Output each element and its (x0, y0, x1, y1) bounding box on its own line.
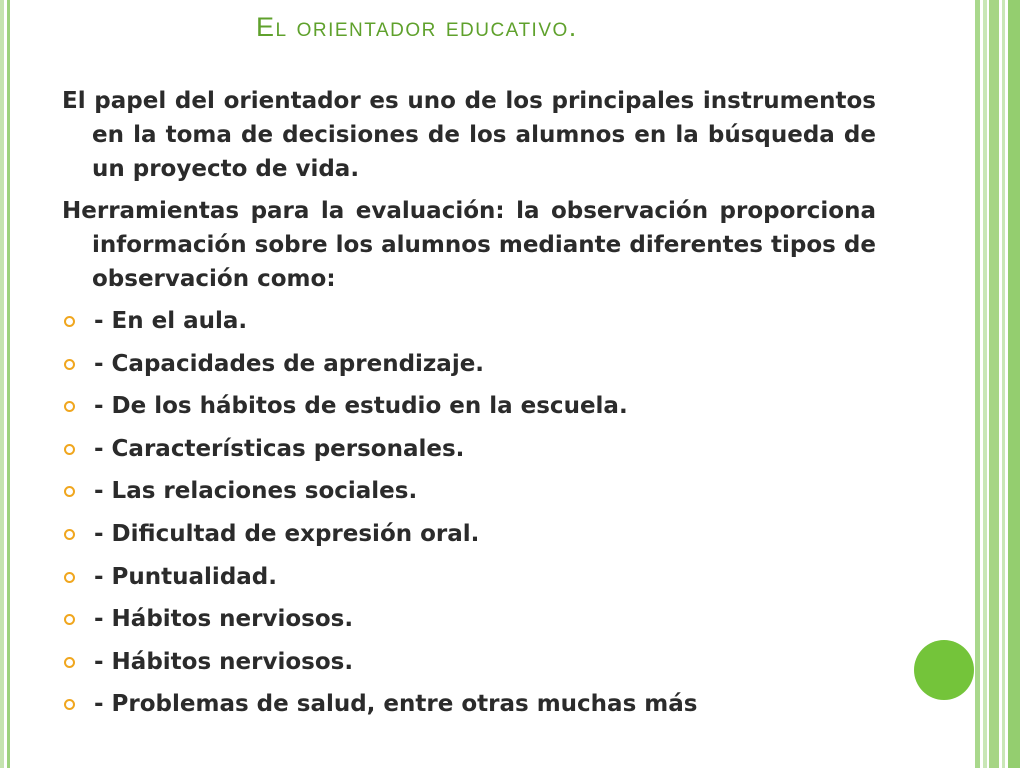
paragraph: El papel del orientador es uno de los principales instrumentos en la toma de decisiones de los alumnos en la búsqueda de un proyecto de vida. (62, 88, 876, 182)
decorative-stripe (983, 0, 987, 768)
slide-title: El orientador educativo. (256, 12, 578, 42)
list-item (62, 687, 876, 721)
list-item (62, 389, 876, 423)
decorative-stripe (7, 0, 10, 768)
list-item-text: - Características personales. (94, 435, 465, 462)
list-item-text: - Hábitos nerviosos. (94, 606, 354, 633)
list-item (62, 602, 876, 636)
list-item-text: - De los hábitos de estudio en la escuela. (94, 393, 628, 420)
circle-bullet-icon (64, 444, 75, 455)
circle-bullet-icon (64, 401, 75, 412)
circle-bullet-icon (64, 316, 75, 327)
circle-bullet-icon (64, 699, 75, 710)
decorative-circle (914, 640, 974, 700)
decorative-stripe (1008, 0, 1020, 768)
list-item-text: - Dificultad de expresión oral. (94, 520, 480, 547)
decorative-stripe (1002, 0, 1005, 768)
list-item (62, 347, 876, 381)
list-item-text: - Hábitos nerviosos. (94, 648, 354, 675)
circle-bullet-icon (64, 359, 75, 370)
circle-bullet-icon (64, 657, 75, 668)
decorative-stripe (975, 0, 980, 768)
decorative-stripe (0, 0, 4, 768)
list-item (62, 560, 876, 594)
circle-bullet-icon (64, 486, 75, 497)
circle-bullet-icon (64, 572, 75, 583)
list-item (62, 645, 876, 679)
list-item (62, 432, 876, 466)
slide-body (62, 84, 876, 730)
list-item (62, 304, 876, 338)
list-item-text: - En el aula. (94, 308, 248, 334)
list-item-text: - Capacidades de aprendizaje. (94, 350, 485, 377)
bullet-list (62, 304, 876, 721)
circle-bullet-icon (64, 529, 75, 540)
list-item-text: - Problemas de salud, entre otras muchas más (94, 691, 698, 718)
list-item (62, 517, 876, 551)
decorative-stripe (989, 0, 999, 768)
paragraph: Herramientas para la evaluación: la observación proporciona información sobre los alumnos mediante diferentes tipos de observación como: (62, 198, 876, 292)
list-item-text: - Las relaciones sociales. (94, 478, 418, 505)
circle-bullet-icon (64, 614, 75, 625)
list-item-text: - Puntualidad. (94, 563, 278, 590)
list-item (62, 474, 876, 508)
